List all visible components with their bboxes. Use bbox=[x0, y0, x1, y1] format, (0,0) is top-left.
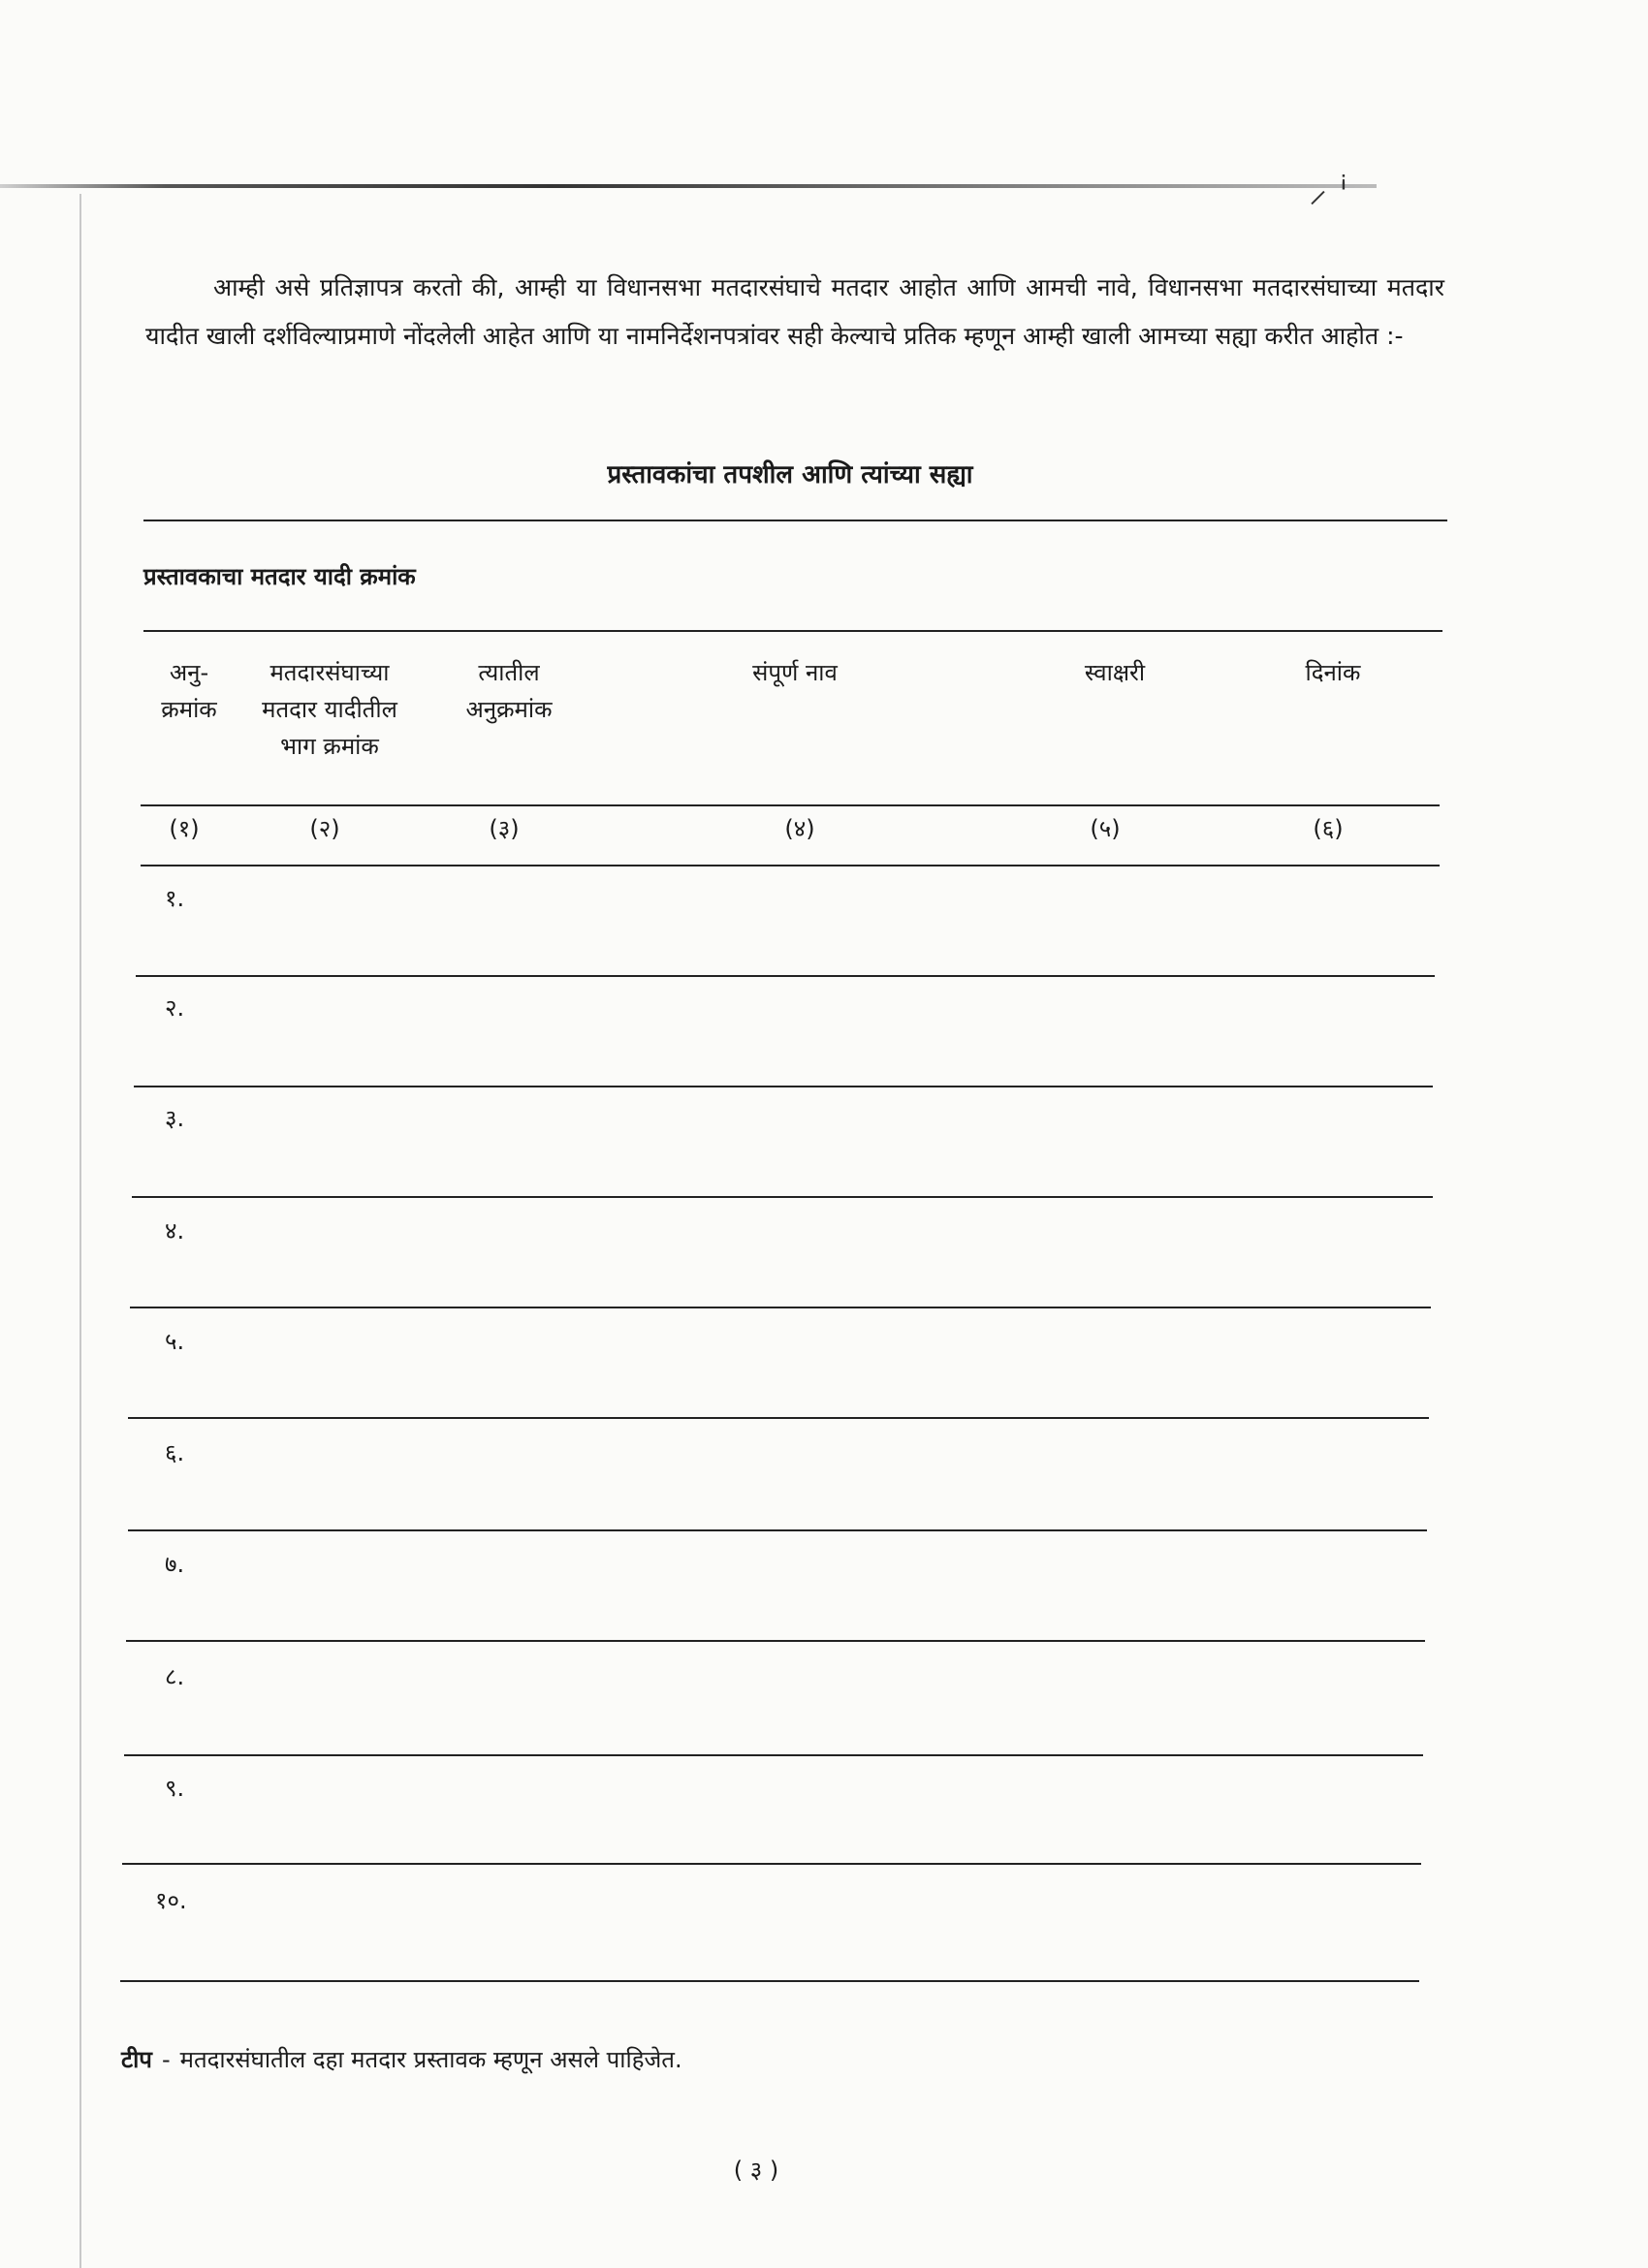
row-rule-5 bbox=[128, 1417, 1429, 1419]
row-label-5: ५. bbox=[165, 1328, 185, 1355]
col-header-part-number: मतदारसंघाच्या मतदार यादीतील भाग क्रमांक bbox=[262, 659, 397, 760]
page-number: ( ३ ) bbox=[733, 2157, 779, 2184]
row-rule-1 bbox=[136, 975, 1435, 977]
row-rule-3 bbox=[132, 1196, 1433, 1198]
row-rule-9 bbox=[122, 1863, 1421, 1865]
numbers-bottom-rule bbox=[141, 865, 1440, 866]
footnote-label: टीप bbox=[121, 2046, 152, 2073]
top-border-rule bbox=[0, 184, 1377, 188]
declaration-paragraph bbox=[145, 264, 1444, 361]
row-label-2: २. bbox=[165, 994, 185, 1022]
row-label-1: १. bbox=[165, 885, 185, 912]
row-label-10: १०. bbox=[155, 1887, 187, 1914]
row-label-8: ८. bbox=[165, 1663, 185, 1690]
col-header-full-name: संपूर्ण नाव bbox=[752, 659, 838, 686]
corner-mark: ⸝ ꜞ bbox=[1309, 168, 1348, 210]
row-rule-7 bbox=[126, 1640, 1425, 1642]
footnote bbox=[121, 2043, 682, 2075]
footnote-dash: - bbox=[161, 2046, 171, 2073]
row-label-9: ९. bbox=[165, 1775, 185, 1802]
col-header-serial-in-part: त्यातील अनुक्रमांक bbox=[465, 659, 553, 723]
row-rule-2 bbox=[134, 1086, 1433, 1087]
proposers-heading: प्रस्तावकांचा तपशील आणि त्यांच्या सह्या bbox=[607, 460, 973, 489]
col-header-signature: स्वाक्षरी bbox=[1084, 659, 1146, 686]
row-label-4: ४. bbox=[165, 1217, 185, 1244]
heading-rule bbox=[143, 520, 1447, 521]
col-header-date: दिनांक bbox=[1305, 659, 1361, 686]
col-number-2: (२) bbox=[309, 815, 340, 842]
row-rule-8 bbox=[124, 1754, 1423, 1756]
voter-list-number-label: प्रस्तावकाचा मतदार यादी क्रमांक bbox=[143, 563, 416, 590]
footnote-text: मतदारसंघातील दहा मतदार प्रस्तावक म्हणून असले पाहिजेत. bbox=[179, 2046, 682, 2073]
col-number-1: (१) bbox=[169, 815, 200, 842]
declaration-text: आम्ही असे प्रतिज्ञापत्र करतो की, आम्ही या विधानसभा मतदारसंघाचे मतदार आहोत आणि आमची नावे, विधानसभा मतदारसंघाच्या मतदार यादीत खाली दर्शविल्याप्रमाणे नोंदलेली आहेत आणि या नामनिर्देशनपत्रांवर सही केल्याचे प्रतिक म्हणून आम्ही खाली आमच्या सह्या करीत आहोत :- bbox=[145, 273, 1444, 350]
row-rule-6 bbox=[128, 1529, 1427, 1531]
row-label-3: ३. bbox=[165, 1105, 185, 1132]
voter-list-rule bbox=[143, 630, 1442, 632]
col-number-5: (५) bbox=[1090, 815, 1121, 842]
row-label-7: ७. bbox=[165, 1551, 185, 1578]
col-number-3: (३) bbox=[489, 815, 520, 842]
row-label-6: ६. bbox=[165, 1439, 185, 1466]
row-rule-4 bbox=[130, 1307, 1431, 1308]
col-header-serial: अनु- क्रमांक bbox=[161, 659, 217, 723]
col-number-6: (६) bbox=[1313, 815, 1344, 842]
row-rule-10 bbox=[120, 1980, 1419, 1982]
left-margin-line bbox=[79, 194, 81, 2268]
header-bottom-rule bbox=[141, 804, 1440, 806]
col-number-4: (४) bbox=[784, 815, 815, 842]
